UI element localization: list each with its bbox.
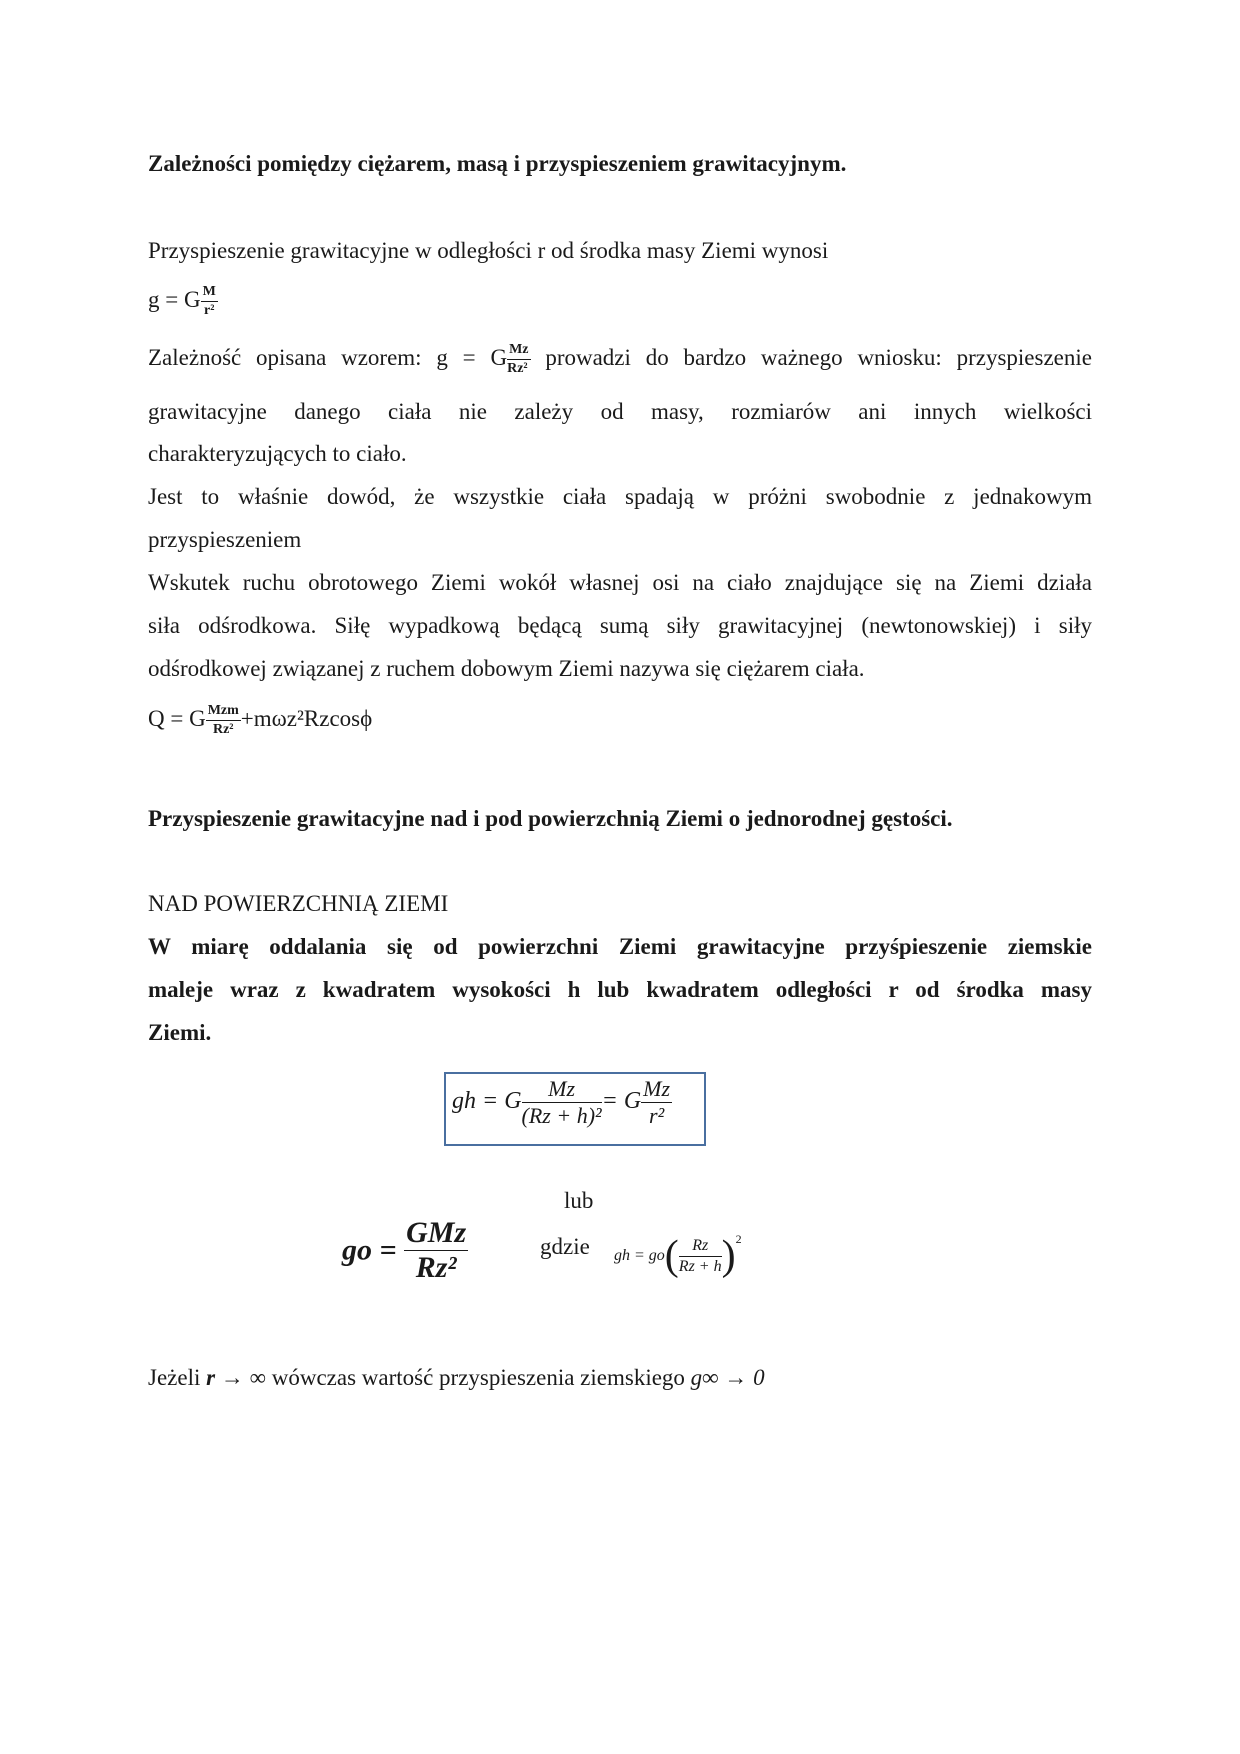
bold-paragraph-line3: Ziemi. <box>148 1020 212 1045</box>
formula-weight-q: Q = G $\frac{\text{Mzm}}{\text{Rz²}}$ +mωz²Rzcosϕ <box>148 703 373 738</box>
label-gdzie: gdzie <box>540 1234 590 1259</box>
label-lub: lub <box>564 1188 594 1213</box>
formula-go: go = $\frac{\text{GMz}}{\text{Rz²}}$ <box>342 1216 467 1284</box>
inline-fraction-mz-rz: $\frac{Mz}{\text{Rz²}}$ <box>507 342 529 377</box>
boxed-formula-gh: gh = G $\frac{Mz}{\text{(Rz + h)²}}$ = G $\frac{Mz}{\text{r²}}$ <box>444 1072 706 1146</box>
formula-gh-ratio: gh = go( $\frac{Rz}{Rz + h}$ )$^2$ <box>614 1232 742 1279</box>
bold-paragraph-line1: W miarę oddalania się od powierzchni Ziemi grawitacyjne przyśpieszenie ziemskie <box>148 934 1092 959</box>
paragraph-limit-infinity: Jeżeli r → ∞ wówczas wartość przyspieszenia ziemskiego g∞ → 0 <box>148 1365 765 1390</box>
section-heading-relations: Zależności pomiędzy ciężarem, masą i przyspieszeniem grawitacyjnym. <box>148 151 847 176</box>
formula-g-lhs: g = G <box>148 287 201 312</box>
paragraph-centrifugal-line2: siła odśrodkowa. Siłę wypadkową będącą sumą siły grawitacyjnej (newtonowskiej) i siły <box>148 613 1092 638</box>
formula-g-numerator: M <box>201 285 218 302</box>
formula-g-denominator: r² <box>203 303 215 319</box>
paragraph-gravity-distance: Przyspieszenie grawitacyjne w odległości r od środka masy Ziemi wynosi <box>148 238 829 263</box>
paragraph-centrifugal-line1: Wskutek ruchu obrotowego Ziemi wokół własnej osi na ciało znajdujące się na Ziemi działa <box>148 570 1092 595</box>
paragraph-conclusion-line1: Zależność opisana wzorem: g = G $\frac{Mz}{\text{Rz²}}$ prowadzi do bardzo ważnego wniosku: przyspieszenie <box>148 342 1092 377</box>
paragraph-centrifugal-line3: odśrodkowej związanej z ruchem dobowym Ziemi nazywa się ciężarem ciała. <box>148 656 865 681</box>
section-heading-uniform-density: Przyspieszenie grawitacyjne nad i pod powierzchnią Ziemi o jednorodnej gęstości. <box>148 806 953 831</box>
bold-paragraph-line2: maleje wraz z kwadratem wysokości h lub kwadratem odległości r od środka masy <box>148 977 1092 1002</box>
paragraph-conclusion-line2: grawitacyjne danego ciała nie zależy od masy, rozmiarów ani innych wielkości <box>148 399 1092 424</box>
paragraph-proof-line1: Jest to właśnie dowód, że wszystkie ciała spadają w próżni swobodnie z jednakowym <box>148 484 1092 509</box>
paragraph-conclusion-line3: charakteryzujących to ciało. <box>148 441 407 466</box>
formula-g-basic <box>148 278 1092 321</box>
paragraph-proof-line2: przyspieszeniem <box>148 527 302 552</box>
subheading-above-surface: NAD POWIERZCHNIĄ ZIEMI <box>148 891 449 916</box>
